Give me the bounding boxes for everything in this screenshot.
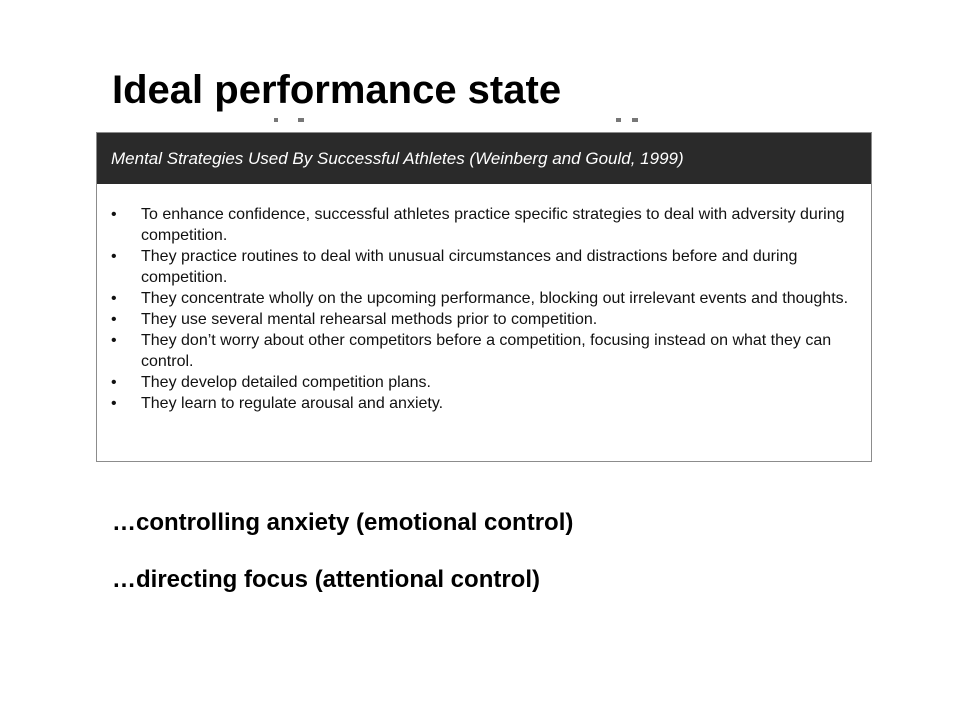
- bullet-icon: •: [111, 332, 117, 349]
- emotional-control-line: …controlling anxiety (emotional control): [112, 509, 574, 536]
- list-item: [97, 246, 871, 288]
- bullet-icon: •: [111, 206, 117, 223]
- bullet-icon: •: [111, 290, 117, 307]
- bullet-icon: •: [111, 374, 117, 391]
- list-item-text: They don’t worry about other competitors before a competition, focusing instead on what they can control.: [141, 332, 832, 370]
- box-header: Mental Strategies Used By Successful Athletes (Weinberg and Gould, 1999): [97, 133, 871, 184]
- list-item: [97, 204, 871, 246]
- list-item-text: They use several mental rehearsal methods prior to competition.: [141, 311, 598, 328]
- list-item-text: They learn to regulate arousal and anxiety.: [141, 395, 444, 412]
- list-item-text: They practice routines to deal with unusual circumstances and distractions before and during competition.: [141, 248, 798, 286]
- list-item-text: They develop detailed competition plans.: [141, 374, 431, 391]
- list-item: [97, 309, 871, 330]
- bullet-icon: •: [111, 311, 117, 328]
- list-item: [97, 288, 871, 309]
- list-item: [97, 372, 871, 393]
- list-item-text: To enhance confidence, successful athletes practice specific strategies to deal with adversity during competition.: [141, 206, 845, 244]
- strategies-box: [96, 132, 872, 462]
- list-item: [97, 393, 871, 414]
- bullet-icon: •: [111, 248, 117, 265]
- slide-title: Ideal performance state: [112, 68, 562, 112]
- list-item-text: They concentrate wholly on the upcoming performance, blocking out irrelevant events and thoughts.: [141, 290, 849, 307]
- cropped-text-fragment: [96, 118, 872, 132]
- list-item: [97, 330, 871, 372]
- strategies-list: [97, 184, 871, 414]
- attentional-control-line: …directing focus (attentional control): [112, 566, 541, 593]
- bullet-icon: •: [111, 395, 117, 412]
